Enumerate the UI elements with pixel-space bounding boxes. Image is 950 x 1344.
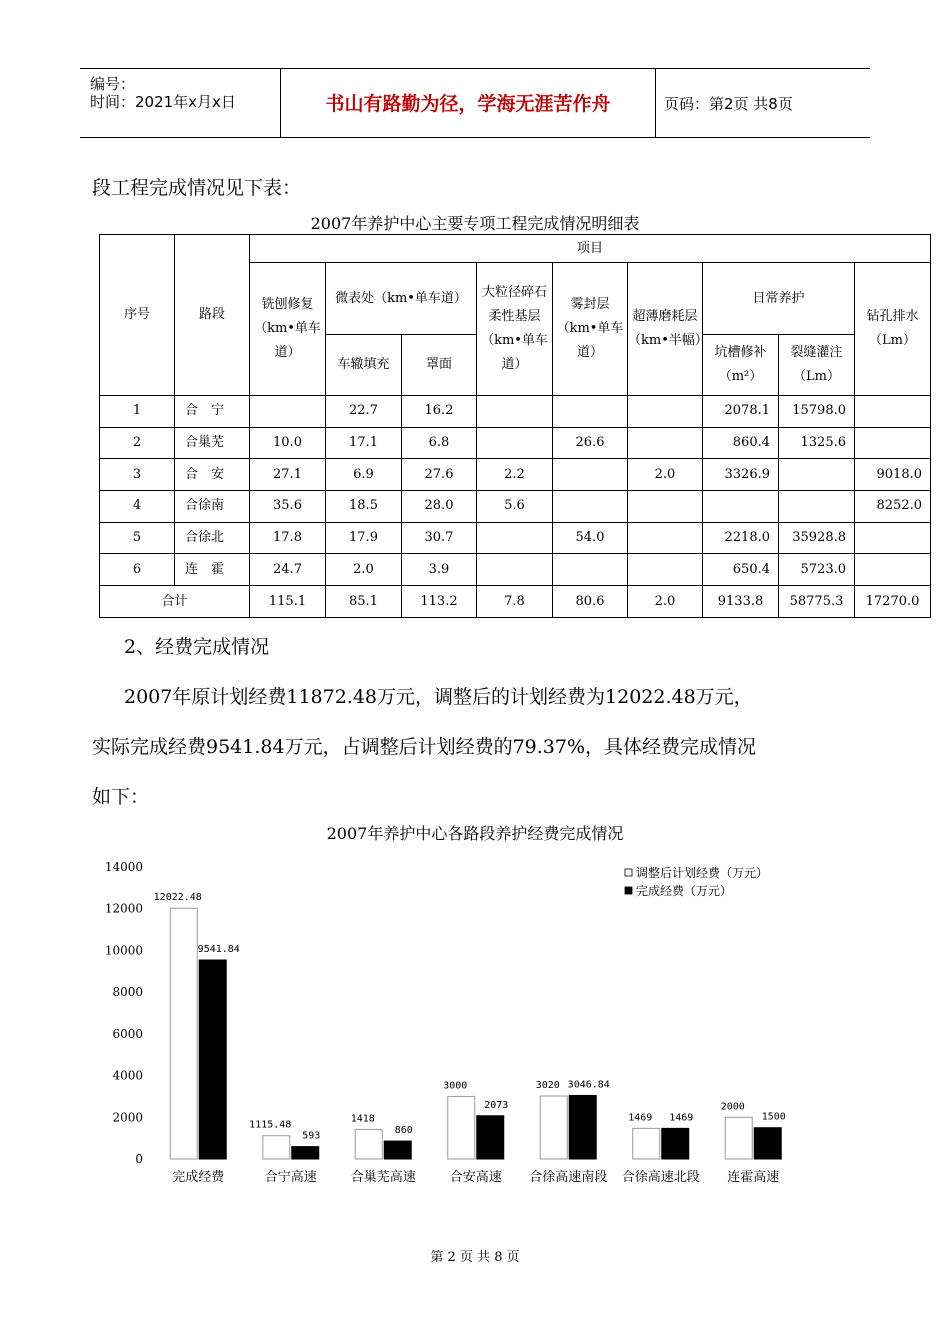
table-cell: 17.1: [326, 427, 402, 459]
table-cell: [628, 491, 703, 523]
table-cell: 5: [100, 522, 175, 554]
header-drill: 钻孔排水（Lm）: [855, 263, 931, 396]
table-cell: 2218.0: [703, 522, 779, 554]
table-cell: 3: [100, 459, 175, 491]
table-cell: 22.7: [326, 396, 402, 428]
table-cell: [628, 396, 703, 428]
header-meta: [80, 69, 280, 137]
y-tick-label: 2000: [112, 1110, 143, 1125]
total-cell: 58775.3: [779, 586, 855, 618]
table-cell: 9018.0: [855, 459, 931, 491]
legend-label: 完成经费（万元）: [636, 884, 733, 898]
table-cell: 650.4: [703, 554, 779, 586]
total-cell: 80.6: [553, 586, 628, 618]
table-cell: 2078.1: [703, 396, 779, 428]
y-tick-label: 14000: [104, 860, 143, 874]
bar-plan: [448, 1096, 475, 1159]
table-cell: [553, 459, 628, 491]
table-cell: [553, 554, 628, 586]
data-label: 1418: [350, 1113, 375, 1125]
table-cell: 5723.0: [779, 554, 855, 586]
total-cell: 85.1: [326, 586, 402, 618]
header-seq: 序号: [100, 235, 175, 396]
data-label: 2073: [484, 1099, 509, 1111]
table-cell: 28.0: [402, 491, 477, 523]
total-cell: 2.0: [628, 586, 703, 618]
table-cell: 35.6: [250, 491, 326, 523]
header-gravel: 大粒径碎石柔性基层（km•单车道）: [477, 263, 553, 396]
table-cell: [553, 396, 628, 428]
header-rut: 车辙填充: [326, 335, 402, 396]
x-tick-label: 合宁高速: [264, 1170, 317, 1185]
bar-plan: [540, 1096, 567, 1159]
total-cell: 合计: [100, 586, 250, 618]
y-tick-label: 12000: [104, 901, 143, 916]
page-footer: 第 2 页 共 8 页: [430, 1250, 520, 1265]
data-label: 1469: [628, 1112, 653, 1124]
table-cell: 5.6: [477, 491, 553, 523]
header-road: 路段: [175, 235, 250, 396]
table-cell: [855, 554, 931, 586]
page-label: 页码：第2页 共8页: [664, 95, 793, 113]
data-label: 593: [302, 1130, 321, 1142]
table-cell: 合徐南: [175, 491, 250, 523]
x-tick-label: 连霍高速: [727, 1170, 780, 1185]
table-cell: [855, 522, 931, 554]
total-cell: 7.8: [477, 586, 553, 618]
table-cell: 连 霍: [175, 554, 250, 586]
header-items: 项目: [250, 235, 931, 263]
data-label: 3046.84: [567, 1079, 610, 1091]
header-daily: 日常养护: [703, 263, 855, 335]
bar-actual: [569, 1095, 596, 1159]
data-label: 3020: [535, 1080, 560, 1092]
table-cell: 18.5: [326, 491, 402, 523]
y-tick-label: 6000: [112, 1026, 143, 1041]
y-tick-label: 0: [135, 1152, 143, 1166]
table-cell: [477, 396, 553, 428]
header-crack: 裂缝灌注（Lm）: [779, 335, 855, 396]
bar-actual: [754, 1128, 781, 1159]
table-cell: [553, 491, 628, 523]
y-tick-label: 10000: [104, 943, 143, 958]
table-cell: 10.0: [250, 427, 326, 459]
works-table: [99, 234, 931, 618]
table-row: [100, 396, 931, 428]
table-cell: 1: [100, 396, 175, 428]
header-divider: [655, 69, 656, 137]
table-row: [100, 554, 931, 586]
legend-label: 调整后计划经费（万元）: [636, 866, 769, 880]
table-cell: 17.8: [250, 522, 326, 554]
table-cell: [250, 396, 326, 428]
table-cell: 17.9: [326, 522, 402, 554]
data-label: 860: [394, 1125, 413, 1137]
total-row: [100, 586, 931, 618]
table-cell: 860.4: [703, 427, 779, 459]
table-cell: 2.2: [477, 459, 553, 491]
data-label: 9541.84: [197, 943, 240, 955]
table-cell: 合 安: [175, 459, 250, 491]
header-mill: 铣刨修复（km•单车道）: [250, 263, 326, 396]
table-cell: [477, 427, 553, 459]
header-ultra: 超薄磨耗层（km•半幅）: [628, 263, 703, 396]
header-pothole: 坑槽修补（m²）: [703, 335, 779, 396]
bar-plan: [263, 1136, 290, 1159]
header-motto: 书山有路勤为径，学海无涯苦作舟: [325, 93, 611, 115]
header-micro: 微表处（km•单车道）: [326, 263, 477, 335]
table-cell: 26.6: [553, 427, 628, 459]
table-cell: 16.2: [402, 396, 477, 428]
table-row: [100, 522, 931, 554]
bar-plan: [725, 1117, 752, 1159]
table-cell: [855, 427, 931, 459]
table-title: 2007年养护中心主要专项工程完成情况明细表: [310, 214, 640, 233]
bar-plan: [633, 1128, 660, 1159]
total-cell: 9133.8: [703, 586, 779, 618]
page-header: [80, 68, 870, 138]
table-cell: [477, 554, 553, 586]
data-label: 3000: [443, 1080, 468, 1092]
table-cell: 27.6: [402, 459, 477, 491]
table-row: [100, 427, 931, 459]
x-tick-label: 完成经费: [172, 1170, 225, 1185]
x-tick-label: 合徐高速南段: [529, 1170, 608, 1185]
table-cell: [628, 554, 703, 586]
paragraph-line: 如下：: [92, 786, 150, 808]
bar-actual: [292, 1147, 319, 1159]
intro-line: 段工程完成情况见下表：: [92, 177, 302, 199]
time-label: 时间：2021年x月x日: [90, 93, 236, 111]
total-cell: 113.2: [402, 586, 477, 618]
table-cell: 8252.0: [855, 491, 931, 523]
header-cover: 罩面: [402, 335, 477, 396]
x-tick-label: 合巢芜高速: [350, 1170, 416, 1185]
table-cell: 15798.0: [779, 396, 855, 428]
table-row: [100, 491, 931, 523]
table-cell: 6.9: [326, 459, 402, 491]
table-cell: [779, 459, 855, 491]
section-heading: 2、经费完成情况: [124, 636, 270, 658]
number-label: 编号：: [90, 75, 136, 93]
table-cell: [779, 491, 855, 523]
bar-chart: [0, 850, 950, 1200]
total-cell: 115.1: [250, 586, 326, 618]
header-fog: 雾封层（km•单车道）: [553, 263, 628, 396]
table-cell: [628, 427, 703, 459]
table-cell: [703, 491, 779, 523]
table-cell: 35928.8: [779, 522, 855, 554]
table-cell: 2: [100, 427, 175, 459]
bar-plan: [355, 1129, 382, 1159]
table-cell: 27.1: [250, 459, 326, 491]
table-cell: 合巢芜: [175, 427, 250, 459]
table-cell: 2.0: [326, 554, 402, 586]
paragraph-line: 实际完成经费9541.84万元，占调整后计划经费的79.37%，具体经费完成情况: [92, 736, 757, 758]
table-cell: 54.0: [553, 522, 628, 554]
table-cell: 24.7: [250, 554, 326, 586]
bar-actual: [199, 960, 226, 1159]
table-cell: 合徐北: [175, 522, 250, 554]
x-tick-label: 合徐高速北段: [621, 1170, 700, 1185]
chart-title: 2007年养护中心各路段养护经费完成情况: [326, 824, 624, 843]
table-cell: 1325.6: [779, 427, 855, 459]
x-tick-label: 合安高速: [449, 1170, 502, 1185]
table-cell: 3.9: [402, 554, 477, 586]
table-cell: 3326.9: [703, 459, 779, 491]
table-cell: 4: [100, 491, 175, 523]
table-cell: [477, 522, 553, 554]
data-label: 2000: [720, 1101, 745, 1113]
legend-swatch: [625, 887, 632, 894]
y-tick-label: 4000: [112, 1068, 143, 1083]
data-label: 1500: [761, 1111, 786, 1123]
table-cell: 6: [100, 554, 175, 586]
bar-actual: [662, 1128, 689, 1159]
table-cell: 30.7: [402, 522, 477, 554]
total-cell: 17270.0: [855, 586, 931, 618]
table-cell: [628, 522, 703, 554]
legend-swatch: [625, 869, 632, 876]
bar-actual: [477, 1116, 504, 1159]
table-row: [100, 459, 931, 491]
paragraph-line: 2007年原计划经费11872.48万元，调整后的计划经费为12022.48万元，: [124, 686, 753, 708]
bar-actual: [384, 1141, 411, 1159]
bar-plan: [170, 908, 197, 1159]
y-tick-label: 8000: [112, 985, 143, 1000]
table-cell: 合 宁: [175, 396, 250, 428]
data-label: 1115.48: [249, 1119, 292, 1131]
data-label: 1469: [669, 1112, 694, 1124]
table-cell: [855, 396, 931, 428]
table-cell: 2.0: [628, 459, 703, 491]
data-label: 12022.48: [153, 892, 202, 904]
table-cell: 6.8: [402, 427, 477, 459]
